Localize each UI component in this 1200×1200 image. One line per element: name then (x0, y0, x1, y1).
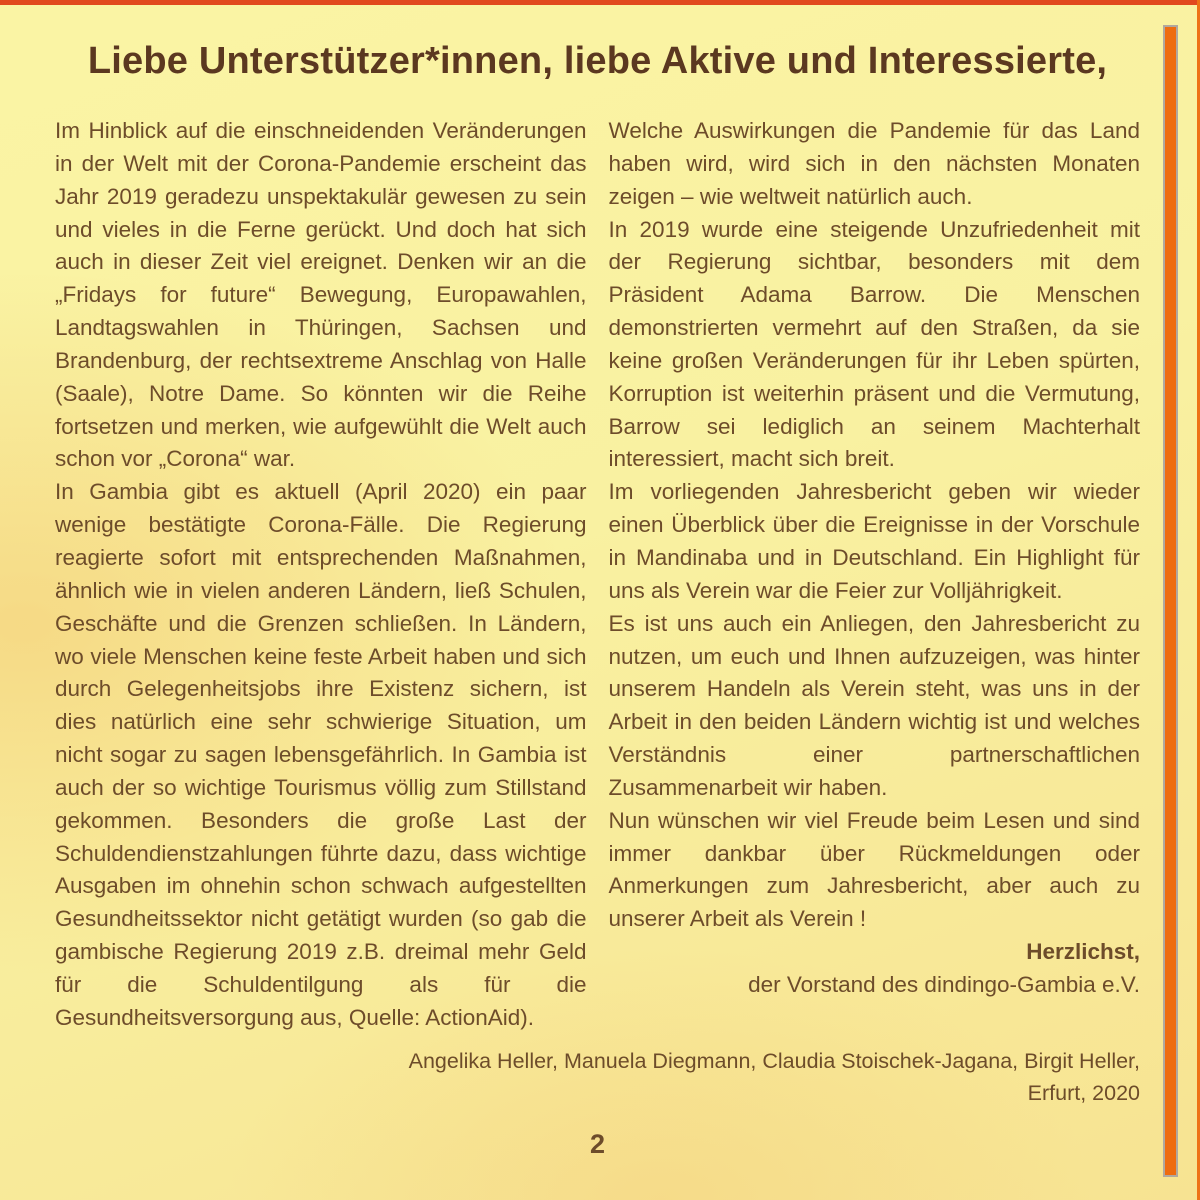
closing-signoff: der Vorstand des dindingo-Gambia e.V. (748, 971, 1140, 997)
paragraph-annual-report-overview: Im vorliegenden Jahresbericht geben wir wieder einen Überblick über die Ereignisse in der Vorschule in Mandinaba und in Deutschland. Ein Highlight für uns als Verein war die Feier zur Volljährigkeit. (608, 479, 1140, 603)
paragraph-pandemic-outlook: Welche Auswirkungen die Pandemie für das Land haben wird, wird sich in den nächsten Monaten zeigen – wie weltweit natürlich auch. (608, 118, 1140, 209)
paragraph-intro-2019: Im Hinblick auf die einschneidenden Veränderungen in der Welt mit der Corona-Pandemie erscheint das Jahr 2019 geradezu unspektakulär gewesen zu sein und vieles in die Ferne gerückt. Und doch hat sich auch in dieser Zeit viel ereignet. Denken wir an die „Fridays for future“ Bewegung, Europawahlen, Landtagswahlen in Thüringen, Sachsen und Brandenburg, der rechtsextreme Anschlag von Halle (Saale), Notre Dame. So könnten wir die Reihe fortsetzen und merken, wie aufgewühlt die Welt auch schon vor „Corona“ war. (55, 118, 587, 472)
signature-place-year: Erfurt, 2020 (1027, 1080, 1140, 1105)
signature-names: Angelika Heller, Manuela Diegmann, Claudia Stoischek-Jagana, Birgit Heller, (408, 1048, 1140, 1073)
page-title: Liebe Unterstützer*innen, liebe Aktive und Interessierte, (87, 40, 1108, 82)
right-column (609, 115, 1141, 1035)
paragraph-reading-wishes: Nun wünschen wir viel Freude beim Lesen und sind immer dankbar über Rückmeldungen oder Anmerkungen zum Jahresbericht, aber auch zu unserer Arbeit als Verein ! (608, 807, 1140, 932)
signature-block (55, 1045, 1140, 1110)
paragraph-government-unrest: In 2019 wurde eine steigende Unzufriedenheit mit der Regierung sichtbar, besonders mit dem Präsident Adama Barrow. Die Menschen demonstrierten vermehrt auf den Straßen, da sie keine großen Veränderungen für ihr Leben spürten, Korruption ist weiterhin präsent und die Vermutung, Barrow sei lediglich an seinem Machterhalt interessiert, macht sich breit. (608, 216, 1140, 472)
paragraph-gambia-corona: In Gambia gibt es aktuell (April 2020) ein paar wenige bestätigte Corona-Fälle. Die Regierung reagierte sofort mit entsprechenden Maßnahmen, ähnlich wie in vielen anderen Ländern, ließ Schulen, Geschäfte und die Grenzen schließen. In Ländern, wo viele Menschen keine feste Arbeit haben und sich durch Gelegenheitsjobs ihre Existenz sichern, ist dies natürlich eine sehr schwierige Situation, um nicht sogar zu sagen lebensgefährlich. In Gambia ist auch der so wichtige Tourismus völlig zum Stillstand gekommen. Besonders die große Last der Schuldendienstzahlungen führte dazu, dass wichtige Ausgaben im ohnehin schon schwach aufgestellten Gesundheitssektor nicht getätigt wurden (so gab die gambische Regierung 2019 z.B. dreimal mehr Geld für die Schuldentilgung als für die Gesundheitsversorgung aus, Quelle: ActionAid). (55, 479, 587, 1030)
two-column-body (55, 115, 1140, 1035)
closing-salutation: Herzlichst, (1026, 939, 1140, 965)
page-number: 2 (589, 1129, 606, 1160)
left-column (55, 115, 587, 1035)
page-content (55, 0, 1140, 1200)
paragraph-association-values: Es ist uns auch ein Anliegen, den Jahresbericht zu nutzen, um euch und Ihnen aufzuzeigen, was hinter unserem Handeln als Verein steht, was uns in der Arbeit in den beiden Ländern wichtig ist und welches Verständnis einer partnerschaftlichen Zusammenarbeit wir haben. (608, 610, 1140, 800)
decorative-vertical-bar (1163, 25, 1178, 1177)
